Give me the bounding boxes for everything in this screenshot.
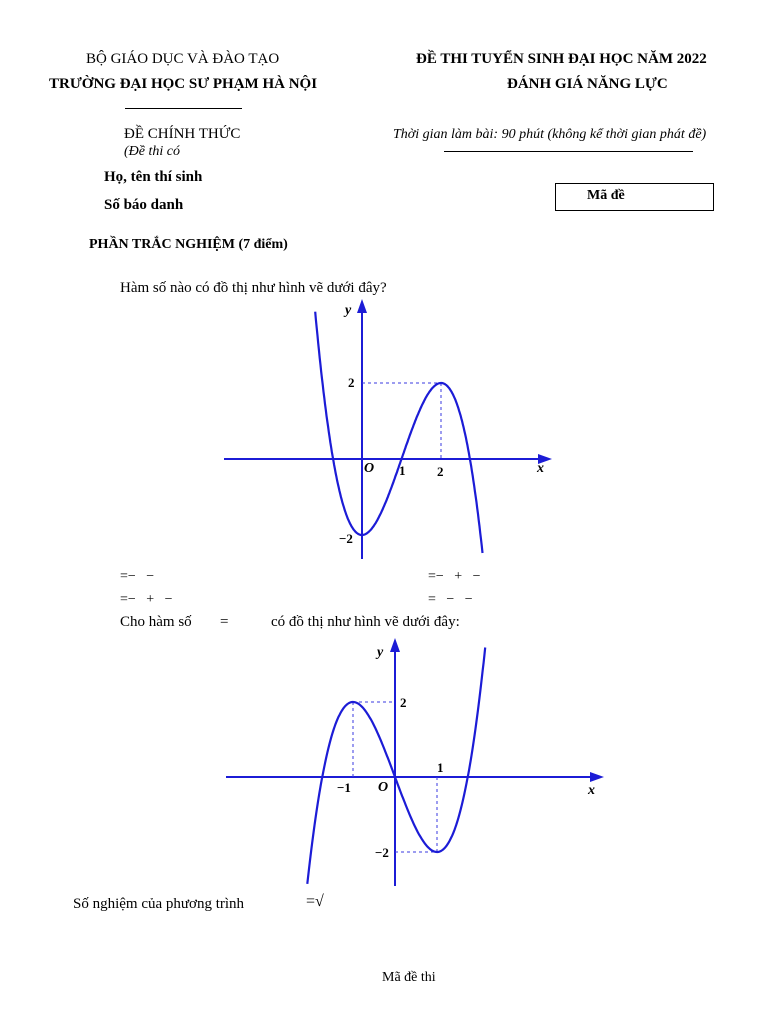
question2-prompt-end: có đồ thị như hình vẽ dưới đây: [271, 614, 460, 630]
question1-prompt: Hàm số nào có đồ thị như hình vẽ dưới đây? [120, 280, 387, 296]
question2-prompt-start: Cho hàm số [120, 614, 192, 630]
header-underline-right [444, 151, 693, 152]
q2-x-tick-pos: 1 [437, 760, 444, 775]
question1-option-d[interactable]: = − − [428, 592, 473, 607]
q2-y-tick-top: 2 [400, 695, 407, 710]
question2-prompt-eq: = [220, 614, 229, 630]
question1-graph [0, 295, 768, 565]
q1-y-arrow-icon [357, 299, 367, 313]
university-name: TRƯỜNG ĐẠI HỌC SƯ PHẠM HÀ NỘI [49, 76, 318, 92]
question3-formula: =√ [306, 893, 324, 910]
question2-graph [0, 634, 768, 889]
question1-option-c[interactable]: =− + − [120, 592, 173, 607]
q1-axis-x-label: x [537, 461, 544, 476]
candidate-name-label: Họ, tên thí sinh [104, 169, 203, 185]
q1-curve [315, 312, 482, 553]
q1-axis-y-label: y [345, 303, 352, 318]
q1-y-tick-top: 2 [348, 375, 355, 390]
q1-y-tick-bottom: −2 [339, 531, 353, 546]
header-underline-left [125, 108, 242, 109]
q1-x-tick-2: 2 [437, 464, 444, 479]
q2-y-tick-bottom: −2 [375, 845, 389, 860]
q2-axis-x-label: x [588, 783, 595, 798]
footer-code-label: Mã đề thi [382, 970, 436, 985]
exam-subtitle: ĐÁNH GIÁ NĂNG LỰC [507, 76, 668, 92]
page-count-note: (Đề thi có [124, 144, 180, 159]
candidate-id-label: Số báo danh [104, 197, 184, 213]
q2-x-arrow-icon [590, 772, 604, 782]
exam-title: ĐỀ THI TUYỂN SINH ĐẠI HỌC NĂM 2022 [416, 51, 707, 67]
section-title: PHẦN TRẮC NGHIỆM (7 điểm) [89, 237, 288, 252]
exam-code-label: Mã đề [587, 188, 625, 203]
q2-axis-y-label: y [377, 645, 384, 660]
ministry-name: BỘ GIÁO DỤC VÀ ĐÀO TẠO [86, 51, 280, 67]
time-note: Thời gian làm bài: 90 phút (không kể thời gian phát đề) [393, 127, 707, 142]
q1-origin-label: O [364, 461, 375, 476]
q2-curve [307, 648, 485, 884]
q1-x-tick-1: 1 [399, 463, 406, 478]
question1-option-a[interactable]: =− − [120, 569, 155, 584]
question1-option-b[interactable]: =− + − [428, 569, 481, 584]
exam-code-box [555, 183, 714, 211]
question3-prompt: Số nghiệm của phương trình [73, 896, 245, 912]
q2-y-arrow-icon [390, 638, 400, 652]
q2-origin-label: O [378, 780, 389, 795]
q2-x-tick-neg: −1 [337, 780, 351, 795]
official-label: ĐỀ CHÍNH THỨC [124, 126, 241, 142]
